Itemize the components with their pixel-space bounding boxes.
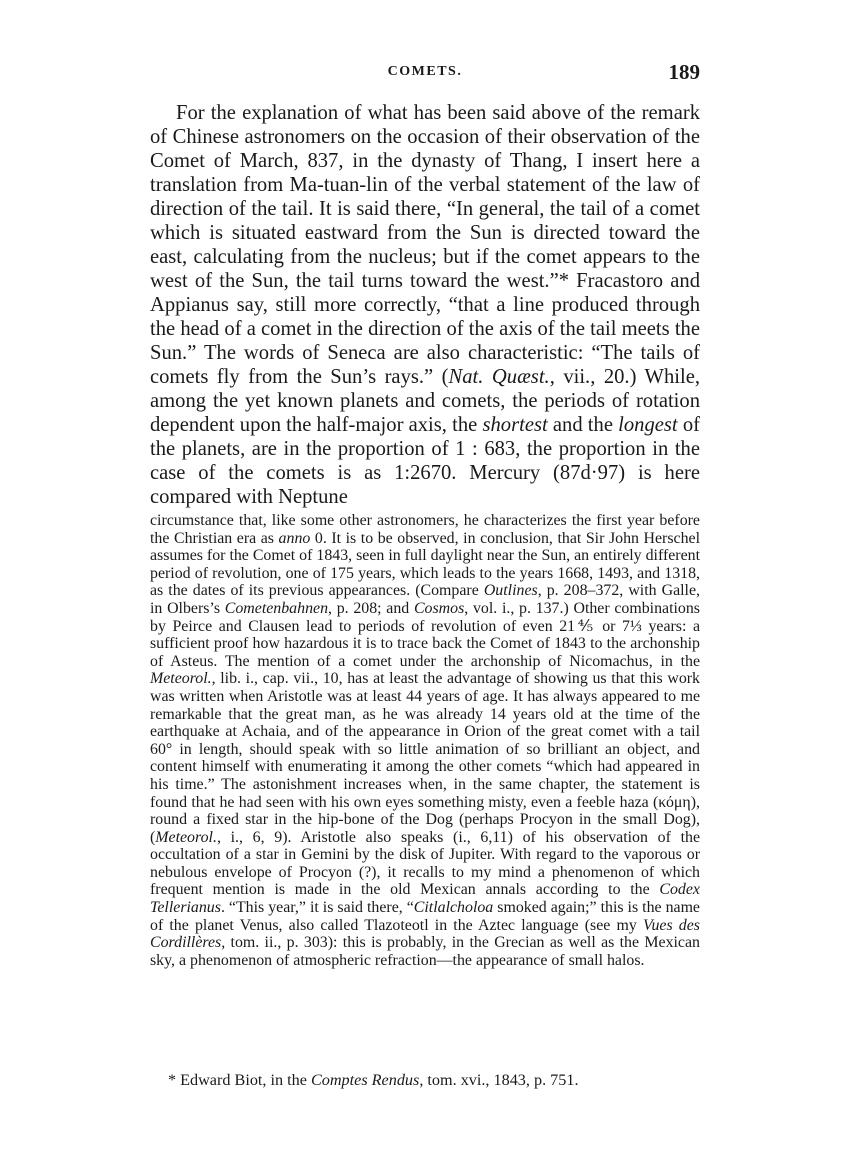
italic-term: anno	[278, 529, 311, 547]
citation-title: Meteorol.	[150, 670, 212, 688]
footnote-text-segment: . “This year,” it is said there, “	[220, 899, 414, 917]
main-text-segment: and the	[547, 414, 619, 436]
footnote-text-segment: , p. 208–372, with Galle, in Olbers’s	[150, 582, 701, 617]
main-text-segment: of the planets, are in the proportion of 1 : 683, the proportion in the case of the comets is as 1:2670. Mercury (87d·97) is here compared with Neptune	[150, 414, 700, 508]
citation-title: Cosmos	[413, 599, 465, 617]
emphasis-word: longest	[618, 414, 678, 436]
italic-term: Citlalcholoa	[413, 899, 494, 917]
footnote-text-segment: , i., 6, 9). Aristotle also speaks (i., 6,11) of his observation of the occultation of a star in Gemini by the disk of Jupiter. With regard to the vaporous or nebulous envelope of Procyon (?), it recalls to my mind a phenomenon of which frequent mention is made in the old Mexican annals according to the	[150, 828, 700, 899]
citation-title: Comptes Rendus	[310, 1071, 420, 1089]
footnote-text-segment: , vol. i., p. 137.) Other combinations by Peirce and Clausen lead to periods of revolution of even 21⅘ or 7⅓ years: a sufficient proof how hazardous it is to trace back the Comet of 1843 to the archonship of Asteus. The mention of a comet under the archonship of Nicomachus, in the	[150, 599, 700, 670]
citation-title: Vues des Cordillères	[150, 916, 700, 952]
page-number: 189	[668, 60, 700, 84]
running-title: COMETS.	[387, 64, 463, 79]
citation-title: Nat. Quæst.	[448, 366, 550, 388]
footnote-continuation	[150, 512, 700, 969]
main-paragraph	[150, 101, 700, 509]
footnote-ref-suffix: , tom. xvi., 1843, p. 751.	[419, 1071, 579, 1089]
footnote-text-segment: , tom. ii., p. 303): this is probably, in the Grecian as well as the Mexican sky, a phenomenon of atmospheric refraction—the appearance of small halos.	[150, 934, 700, 969]
footnote-ref-prefix: * Edward Biot, in the	[168, 1071, 311, 1089]
main-text-segment: For the explanation of what has been said above of the remark of Chinese astronomers on the occasion of their observation of the Comet of March, 837, in the dynasty of Thang, I insert here a translation from Ma-tuan-lin of the verbal statement of the law of direction of the tail. It is said there, “In general, the tail of a comet which is situated eastward from the Sun is directed toward the east, calculating from the nucleus; but if the comet appears to the west of the Sun, the tail turns toward the west.”* Fracastoro and Appianus say, still more correctly, “that a line produced through the head of a comet in the direction of the axis of the tail meets the Sun.” The words of Seneca are also characteristic: “The tails of comets fly from the Sun’s rays.” (	[150, 102, 700, 388]
footnote-text-segment: circumstance that, like some other astronomers, he characterizes the first year before the Christian era as	[150, 512, 700, 547]
citation-title: Codex Tellerianus	[150, 881, 700, 917]
footnote-text-segment: , lib. i., cap. vii., 10, has at least the advantage of showing us that this work was written when Aristotle was at least 44 years of age. It has always appeared to me remarkable that the great man, as he was already 14 years old at the time of the earthquake at Achaia, and of the appearance in Orion of the great comet with a tail 60° in length, should speak with so little animation of so brilliant an object, and content himself with enumerating it among the other comets “which had appeared in his time.” The astonishment increases when, in the same chapter, the statement is found that he had seen with his own eyes something misty, even a feeble haza (κόμη), round a fixed star in the hip-bone of the Dog (perhaps Procyon in the small Dog), (	[150, 670, 700, 846]
running-head	[150, 60, 700, 88]
main-text-segment: , vii., 20.) While, among the yet known planets and comets, the periods of rotation dependent upon the half-major axis, the	[150, 366, 701, 436]
citation-title: Outlines	[483, 582, 538, 600]
footnote-reference	[168, 1071, 708, 1089]
citation-title: Cometenbahnen	[224, 599, 329, 617]
footnote-text-segment: , p. 208; and	[328, 599, 414, 617]
citation-title: Meteorol.	[155, 828, 217, 846]
footnote-text-segment: 0. It is to be observed, in conclusion, that Sir John Herschel assumes for the Comet of 1843, seen in full daylight near the Sun, an entirely different period of revolution, one of 175 years, which leads to the years 1668, 1493, and 1318, as the dates of its previous appearances. (Compare	[150, 529, 701, 600]
emphasis-word: shortest	[482, 414, 548, 436]
footnote-text-segment: smoked again;” this is the name of the planet Venus, also called Tlazoteotl in the Aztec language (see my	[150, 899, 700, 934]
